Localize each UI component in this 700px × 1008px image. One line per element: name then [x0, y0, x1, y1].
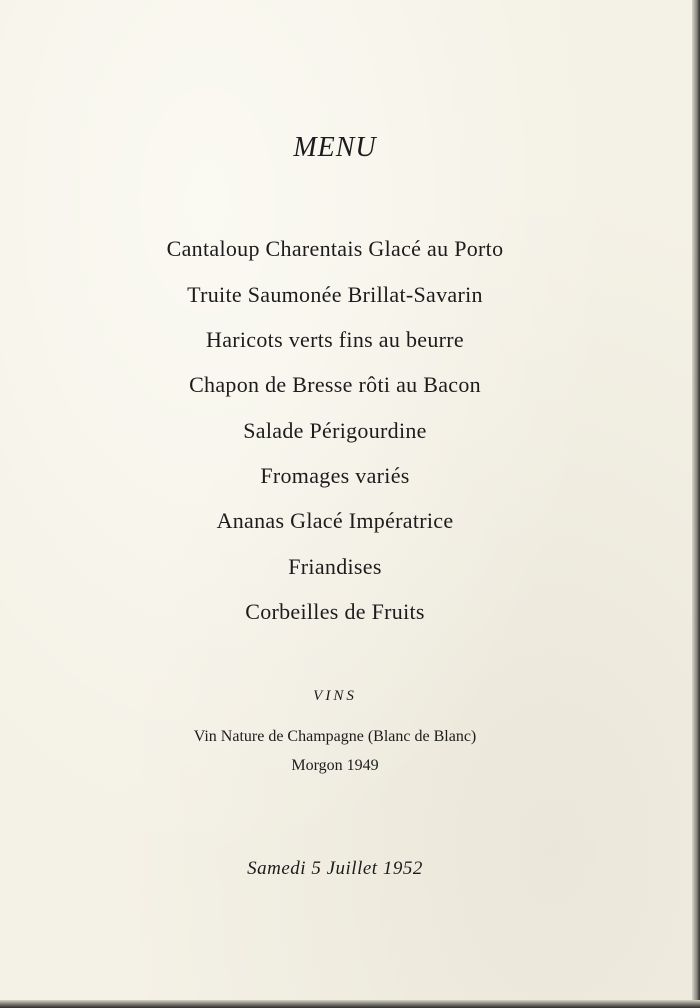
menu-title: MENU: [293, 132, 377, 163]
menu-item: Cantaloup Charentais Glacé au Porto: [166, 236, 504, 261]
wines-title: VINS: [313, 688, 357, 704]
menu-item: Truite Saumonée Brillat-Savarin: [187, 282, 483, 307]
menu-item: Haricots verts fins au beurre: [206, 327, 464, 352]
wine-item: Morgon 1949: [291, 757, 379, 774]
page-edge-right: [692, 0, 700, 1008]
event-date: Samedi 5 Juillet 1952: [247, 858, 423, 879]
wine-item: Vin Nature de Champagne (Blanc de Blanc): [193, 728, 477, 745]
menu-item: Chapon de Bresse rôti au Bacon: [189, 372, 481, 397]
menu-item: Salade Périgourdine: [243, 418, 427, 443]
menu-item: Fromages variés: [260, 463, 410, 488]
menu-item: Friandises: [288, 554, 382, 579]
page-edge-bottom: [0, 1000, 700, 1008]
menu-item: Corbeilles de Fruits: [245, 599, 425, 624]
menu-item: Ananas Glacé Impératrice: [216, 508, 454, 533]
